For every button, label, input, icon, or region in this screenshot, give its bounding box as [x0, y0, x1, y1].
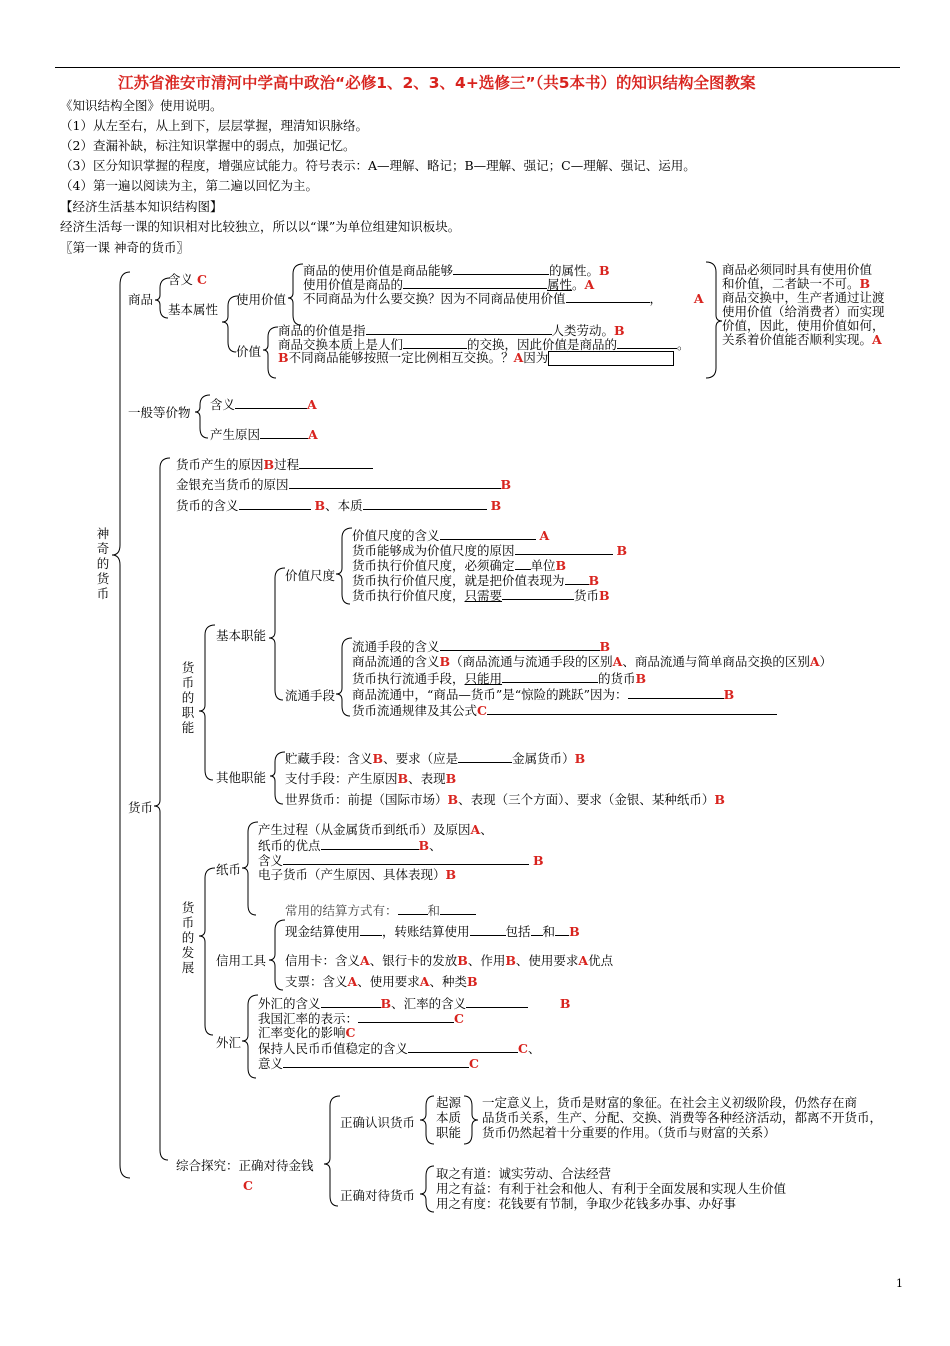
credit-label: 信用工具	[216, 953, 267, 968]
equivalent-label: 一般等价物	[128, 405, 191, 420]
treat-label: 正确对待货币	[340, 1188, 416, 1203]
credit-line-2: 支票：含义A、使用要求A、种类B	[285, 974, 478, 989]
commodity-label: 商品	[128, 292, 154, 307]
paper-line-1: 纸币的优点 B、	[258, 838, 442, 853]
forex-line-3: 保持人民币币值稳定的含义 C、	[258, 1041, 541, 1056]
explore-label: 综合探究：正确对待金钱	[176, 1158, 314, 1173]
paper-line-0: 产生过程（从金属货币到纸币）及原因A、	[258, 822, 493, 837]
forex-line-2: 汇率变化的影响C	[258, 1025, 356, 1040]
money-top-0: 货币产生的原因B过程	[176, 456, 373, 472]
commodity-right-4: 价值，因此，使用价值如何，	[722, 318, 885, 333]
intro-line-3: （3）区分知识掌握的程度，增强应试能力。符号表示：A—理解、略记；B—理解、强记；C—理解、强记、运用。	[60, 158, 696, 173]
treat-line-2: 用之有度：花钱要有节制，争取少花钱多办事、办好事	[436, 1196, 737, 1211]
commodity-right-2: 商品交换中，生产者通过让渡	[722, 290, 885, 305]
other-functions-label: 其他职能	[216, 770, 267, 785]
other-line-2: 世界货币：前提（国际市场）B、表现（三个方面）、要求（金银、某种纸币）B	[285, 792, 725, 807]
development-label: 货币的发展	[181, 900, 195, 975]
basic-attr-label: 基本属性	[168, 302, 219, 317]
root-label: 神奇的货币	[96, 526, 110, 601]
credit-line-0: 现金结算使用 ，转账结算使用 包括 和 B	[285, 924, 580, 939]
commodity-right-0: 商品必须同时具有使用价值	[722, 262, 873, 277]
settle-line: 常用的结算方式有： 和	[285, 902, 476, 918]
intro-line-0: 《知识结构全图》使用说明。	[60, 98, 223, 113]
circ-line-0: 流通手段的含义 B	[352, 639, 611, 654]
functions-label: 货币的职能	[181, 660, 195, 735]
money-top-2: 货币的含义 B、本质 B	[176, 498, 502, 513]
uv-line-0: 商品的使用价值是商品能够 的属性。B	[303, 263, 610, 278]
commodity-right-3: 使用价值（给消费者）而实现	[722, 304, 885, 319]
credit-line-1: 信用卡：含义A、银行卡的发放B、作用B、使用要求A优点	[285, 953, 614, 968]
other-line-1: 支付手段：产生原因B、表现B	[285, 771, 457, 786]
measure-line-2: 货币执行价值尺度，必须确定 单位B	[352, 558, 567, 573]
circ-line-1: 商品流通的含义B（商品流通与流通手段的区别A、商品流通与简单商品交换的区别A）	[352, 654, 833, 669]
measure-label: 价值尺度	[285, 568, 336, 583]
circ-line-4: 货币流通规律及其公式C	[352, 702, 777, 718]
intro-line-4: （4）第一遍以阅读为主，第二遍以回忆为主。	[60, 178, 318, 193]
page-number: 1	[896, 1277, 903, 1290]
paper-line-3: 电子货币（产生原因、具体表现）B	[258, 867, 457, 882]
commodity-right-5: 关系着价值能否顺利实现。A	[722, 332, 882, 347]
forex-line-4: 意义 C	[258, 1056, 479, 1071]
understand-text-2: 货币仍然起着十分重要的作用。（货币与财富的关系）	[482, 1125, 776, 1140]
intro-line-5: 【经济生活基本知识结构图】	[60, 199, 223, 214]
aspect-essence: 本质	[436, 1110, 462, 1125]
aspect-origin: 起源	[436, 1095, 462, 1110]
circ-line-3: 商品流通中，“商品—货币”是“惊险的跳跃”因为： B	[352, 687, 735, 702]
commodity-meaning: 含义 C	[168, 272, 207, 287]
value-label: 价值	[236, 344, 262, 359]
understand-text-1: 品货币关系，生产、分配、交换、消费等各种经济活动，都离不开货币，	[482, 1110, 883, 1125]
intro-line-1: （1）从左至右，从上到下，层层掌握，理清知识脉络。	[60, 118, 368, 133]
forex-line-1: 我国汇率的表示： C	[258, 1011, 464, 1026]
intro-line-2: （2）查漏补缺，标注知识掌握中的弱点，加强记忆。	[60, 138, 356, 153]
treat-line-1: 用之有益：有利于社会和他人、有利于全面发展和实现人生价值	[436, 1181, 787, 1196]
use-value-label: 使用价值	[236, 292, 287, 307]
commodity-right-1: 和价值，二者缺一不可。B	[722, 276, 871, 291]
v-line-1: 商品交换本质上是人们 的交换，因此价值是商品的 。	[278, 337, 690, 352]
equivalent-item-0: 含义 A	[210, 397, 317, 412]
forex-line-0: 外汇的含义 B、汇率的含义 B	[258, 996, 571, 1011]
circulation-label: 流通手段	[285, 688, 336, 703]
money-top-1: 金银充当货币的原因 B	[176, 477, 512, 492]
other-line-0: 贮藏手段：含义B、要求（应是 金属货币）B	[285, 751, 586, 766]
understand-text-0: 一定意义上，货币是财富的象征。在社会主义初级阶段，仍然存在商	[482, 1095, 858, 1110]
explore-grade: C	[243, 1178, 253, 1193]
measure-line-3: 货币执行价值尺度，就是把价值表现为 B	[352, 573, 600, 588]
understand-label: 正确认识货币	[340, 1115, 416, 1130]
v-line-2: B不同商品能够按照一定比例相互交换。？A因为	[278, 350, 674, 366]
paper-line-2: 含义 B	[258, 853, 544, 868]
equivalent-item-1: 产生原因 A	[210, 427, 318, 442]
measure-line-4: 货币执行价值尺度，只需要 货币B	[352, 588, 610, 603]
money-label: 货币	[128, 800, 154, 815]
uv-line-1: 使用价值是商品的 属性。A	[303, 277, 595, 292]
intro-line-6: 经济生活每一课的知识相对比较独立，所以以“课”为单位组建知识板块。	[60, 219, 461, 234]
basic-functions-label: 基本职能	[216, 628, 267, 643]
measure-line-1: 货币能够成为价值尺度的原因 B	[352, 543, 628, 558]
circ-line-2: 货币执行流通手段，只能用 的货币B	[352, 671, 647, 686]
forex-label: 外汇	[216, 1035, 242, 1050]
paper-label: 纸币	[216, 862, 242, 877]
intro-line-7: 〖第一课 神奇的货币〗	[60, 240, 189, 255]
uv-line-2: 不同商品为什么要交换？因为不同商品使用价值 ， A	[303, 291, 704, 306]
aspect-function: 职能	[436, 1125, 462, 1140]
treat-line-0: 取之有道：诚实劳动、合法经营	[436, 1166, 612, 1181]
measure-line-0: 价值尺度的含义 A	[352, 528, 550, 543]
v-line-0: 商品的价值是指 人类劳动。B	[278, 323, 625, 338]
page-title: 江苏省淮安市清河中学高中政治“必修1、2、3、4+选修三”（共5本书）的知识结构全图教案	[118, 74, 756, 92]
